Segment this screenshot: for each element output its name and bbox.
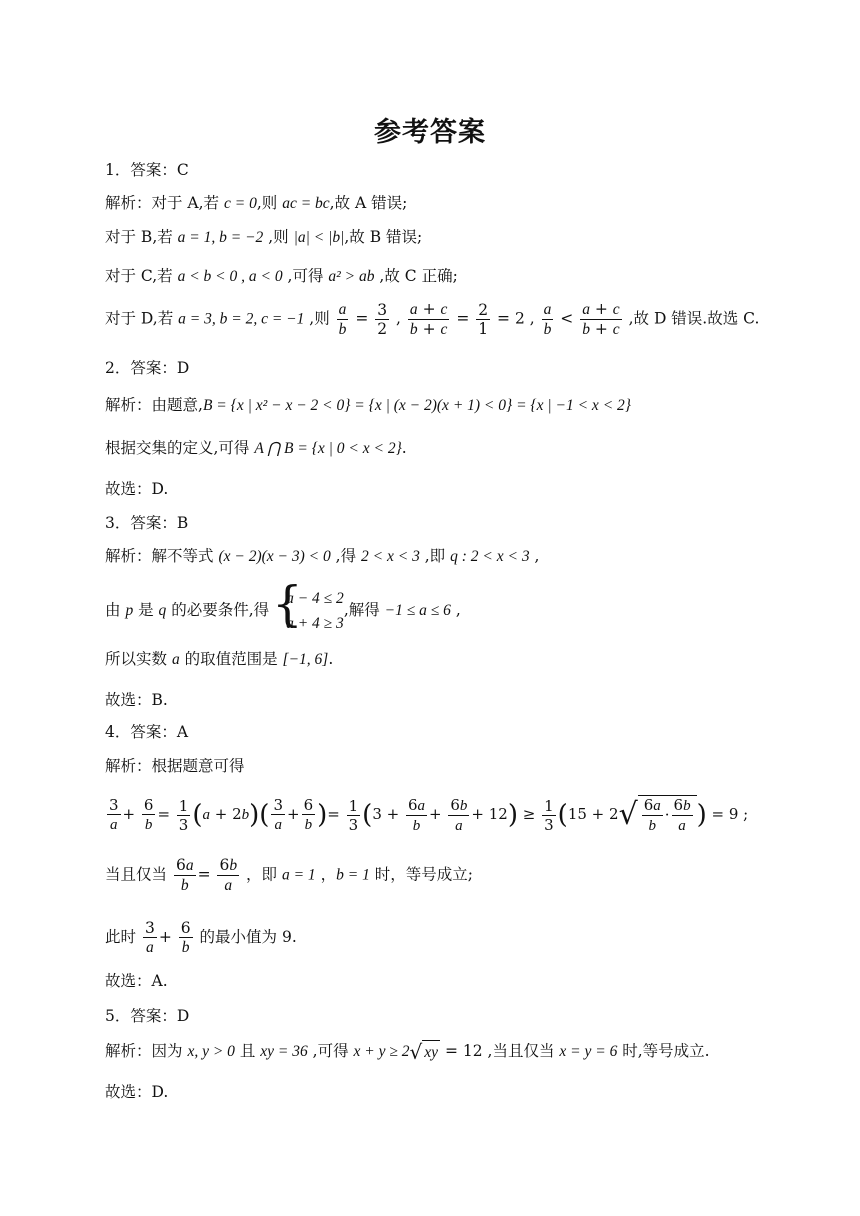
q4-equality-condition: 当且仅当 $\frac{6a}{b}$ = $\frac{6b}{a}$ ，即 a = 1 ，b = 1 时，等号成立; xyxy=(105,856,473,894)
q1-analysis-c: 对于 C,若 a < b < 0 , a < 0 ,可得 a² > ab ,故 C 正确; xyxy=(105,267,458,285)
q3-answer: 3．答案：B xyxy=(105,514,189,532)
q3-analysis-ineq: 解析：解不等式 (x − 2)(x − 3) < 0 ,得 2 < x < 3 ,即 q : 2 < x < 3 , xyxy=(105,547,540,565)
q4-answer: 4．答案：A xyxy=(105,723,189,741)
q4-analysis-intro: 解析：根据题意可得 xyxy=(105,757,245,775)
q2-answer: 2．答案：D xyxy=(105,359,190,377)
q3-analysis-system: 由 p 是 q 的必要条件,得 { a − 4 ≤ 2 a + 4 ≥ 3 ,解得 −1 ≤ a ≤ 6 , xyxy=(105,586,461,636)
q1-analysis-b: 对于 B,若 a = 1, b = −2 ,则 |a| < |b|,故 B 错误; xyxy=(105,228,423,246)
q5-choose: 故选：D. xyxy=(105,1083,169,1101)
q2-choose: 故选：D. xyxy=(105,480,169,498)
q1-analysis-d: 对于 D,若 a = 3, b = 2, c = −1 ,则 $\frac{a}{b}$ = $\frac{3}{2}$ , $\frac{a + c}{b + c}$ = $\frac{2}{1}$ = 2 , $\frac{a}{b}$ < $\frac{a + c}{b + c}$ ,故 D 错误.故选 C. xyxy=(105,300,760,338)
q3-analysis-range: 所以实数 a 的取值范围是 [−1, 6]. xyxy=(105,650,334,668)
q2-analysis-set: 解析：由题意,B = {x | x² − x − 2 < 0} = {x | (x − 2)(x + 1) < 0} = {x | −1 < x < 2} xyxy=(105,396,631,414)
q3-choose: 故选：B. xyxy=(105,691,168,709)
q5-answer: 5．答案：D xyxy=(105,1007,190,1025)
q1-analysis-a: 解析：对于 A,若 c = 0,则 ac = bc,故 A 错误; xyxy=(105,194,408,212)
q4-min-value: 此时 $\frac{3}{a}$ + $\frac{6}{b}$ 的最小值为 9. xyxy=(105,919,297,956)
q1-answer: 1．答案：C xyxy=(105,161,189,179)
inequality-system: { a − 4 ≤ 2 a + 4 ≥ 3 xyxy=(272,576,344,632)
fraction: $\frac{a}{b}$ xyxy=(338,301,347,338)
q5-analysis: 解析：因为 x, y > 0 且 xy = 36 ,可得 x + y ≥ 2√ xy = 12 ,当且仅当 x = y = 6 时,等号成立. xyxy=(105,1040,710,1064)
q2-analysis-intersection: 根据交集的定义,可得 A ⋂ B = {x | 0 < x < 2}. xyxy=(105,439,407,457)
q4-choose: 故选：A. xyxy=(105,972,168,990)
q4-equation: $\frac{3}{a}$ + $\frac{6}{b}$ = $\frac{1}{3}$ (a + 2b)( $\frac{3}{a}$ + $\frac{6}{b}$ )= $\frac{1}{3}$ (3 + $\frac{6a}{b}$ + $\frac{6b}{a}$ + 12) ≥ $\frac{1}{3}$ (15 + 2√ $\frac{6a}{b}$ · $\frac{6b}{a}$ ) = 9 ; xyxy=(109,795,749,834)
page-title: 参考答案 xyxy=(374,117,486,148)
